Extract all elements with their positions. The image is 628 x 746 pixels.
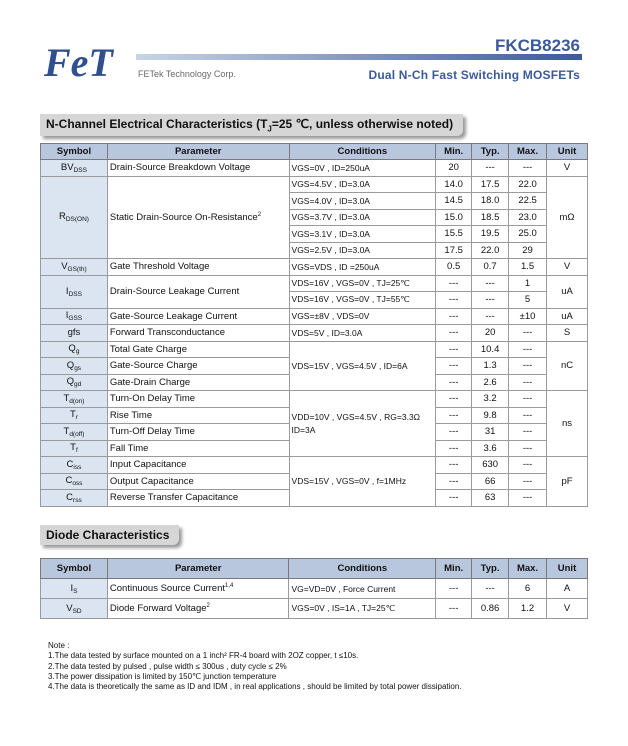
min-cell: 0.5 <box>436 259 472 276</box>
parameter-cell: Drain-Source Breakdown Voltage <box>107 160 289 177</box>
unit-cell: mΩ <box>547 176 588 259</box>
parameter-cell: Total Gate Charge <box>107 341 289 358</box>
conditions-cell: VGS=±8V , VDS=0V <box>289 308 436 325</box>
symbol-cell: $C_{rss}$ <box>41 490 108 507</box>
parameter-cell: Rise Time <box>107 407 289 424</box>
symbol-cell: $V_{GS(th)}$ <box>41 259 108 276</box>
parameter-cell: Drain-Source Leakage Current <box>107 275 289 308</box>
unit-cell: uA <box>547 308 588 325</box>
min-cell: --- <box>436 599 472 619</box>
company-name: FETek Technology Corp. <box>138 69 236 79</box>
typ-cell: 1.3 <box>472 358 509 375</box>
col-header: Symbol <box>41 144 108 160</box>
symbol-cell: $R_{DS(ON)}$ <box>41 176 108 259</box>
table-row <box>41 579 588 599</box>
max-cell: --- <box>509 473 547 490</box>
unit-cell: V <box>547 160 588 177</box>
max-cell: 25.0 <box>509 226 547 243</box>
parameter-cell: Forward Transconductance <box>107 325 289 342</box>
note-4: 4.The data is theoretically the same as ID and IDM , in real applications , should be limited by total power dissipation. <box>48 682 462 692</box>
min-cell: --- <box>436 579 472 599</box>
max-cell: 5 <box>509 292 547 309</box>
notes-title: Note : <box>48 641 70 650</box>
typ-cell: 0.7 <box>472 259 509 276</box>
col-header: Min. <box>436 144 472 160</box>
col-header: Symbol <box>41 559 108 579</box>
col-header: Max. <box>509 144 547 160</box>
min-cell: 14.0 <box>436 176 472 193</box>
min-cell: --- <box>436 473 472 490</box>
max-cell: --- <box>509 407 547 424</box>
conditions-cell: VGS=3.1V , ID=3.0A <box>289 226 436 243</box>
unit-cell: S <box>547 325 588 342</box>
max-cell: --- <box>509 457 547 474</box>
unit-cell: pF <box>547 457 588 507</box>
logo-lettering: FeT <box>44 40 113 84</box>
min-cell: --- <box>436 325 472 342</box>
conditions-line: ID=3A <box>291 425 316 435</box>
typ-cell: 3.6 <box>472 440 509 457</box>
max-cell: 1 <box>509 275 547 292</box>
nch-characteristics-table <box>40 143 588 507</box>
symbol-cell: $C_{oss}$ <box>41 473 108 490</box>
symbol-cell: $Q_{gs}$ <box>41 358 108 375</box>
col-header: Parameter <box>107 559 289 579</box>
min-cell: --- <box>436 275 472 292</box>
typ-cell: 63 <box>472 490 509 507</box>
typ-cell: --- <box>472 160 509 177</box>
min-cell: --- <box>436 407 472 424</box>
parameter-cell: Reverse Transfer Capacitance <box>107 490 289 507</box>
typ-cell: --- <box>472 308 509 325</box>
conditions-cell: VDS=15V , VGS=4.5V , ID=6A <box>289 341 436 391</box>
symbol-cell: $I_{DSS}$ <box>41 275 108 308</box>
diode-section-title: Diode Characteristics <box>40 525 179 545</box>
parameter-cell: Gate-Drain Charge <box>107 374 289 391</box>
max-cell: --- <box>509 160 547 177</box>
parameter-cell: Continuous Source Current$^{1,4}$ <box>107 579 289 599</box>
nch-title-suffix: =25 ℃, unless otherwise noted) <box>271 117 454 131</box>
table-row <box>41 457 588 474</box>
table-header-row <box>41 559 588 579</box>
col-header: Unit <box>547 144 588 160</box>
parameter-cell: Diode Forward Voltage$^2$ <box>107 599 289 619</box>
parameter-cell: Input Capacitance <box>107 457 289 474</box>
typ-cell: 20 <box>472 325 509 342</box>
min-cell: --- <box>436 424 472 441</box>
conditions-line: VDD=10V , VGS=4.5V , RG=3.3Ω <box>291 412 421 422</box>
symbol-cell: $T_{d(off)}$ <box>41 424 108 441</box>
col-header: Max. <box>509 559 547 579</box>
symbol-cell: $Q_{gd}$ <box>41 374 108 391</box>
nch-section-title <box>40 114 463 136</box>
nch-title-prefix: N-Channel Electrical Characteristics (T <box>46 117 268 131</box>
typ-cell: 3.2 <box>472 391 509 408</box>
conditions-cell <box>289 391 436 457</box>
max-cell: 22.5 <box>509 193 547 210</box>
max-cell: ±10 <box>509 308 547 325</box>
max-cell: --- <box>509 440 547 457</box>
conditions-cell: VG=VD=0V , Force Current <box>289 579 436 599</box>
min-cell: 20 <box>436 160 472 177</box>
typ-cell: 66 <box>472 473 509 490</box>
part-subtitle: Dual N-Ch Fast Switching MOSFETs <box>368 68 580 82</box>
parameter-cell: Turn-Off Delay Time <box>107 424 289 441</box>
min-cell: --- <box>436 292 472 309</box>
table-row <box>41 599 588 619</box>
symbol-cell: $T_r$ <box>41 407 108 424</box>
unit-cell: V <box>547 259 588 276</box>
typ-cell: 10.4 <box>472 341 509 358</box>
col-header: Parameter <box>107 144 289 160</box>
max-cell: 1.2 <box>509 599 547 619</box>
table-row <box>41 391 588 408</box>
max-cell: --- <box>509 391 547 408</box>
table-row <box>41 341 588 358</box>
min-cell: --- <box>436 374 472 391</box>
unit-cell: V <box>547 599 588 619</box>
table-row <box>41 275 588 292</box>
max-cell: --- <box>509 358 547 375</box>
table-row <box>41 325 588 342</box>
col-header: Typ. <box>472 144 509 160</box>
conditions-cell: VGS=3.7V , ID=3.0A <box>289 209 436 226</box>
max-cell: --- <box>509 490 547 507</box>
col-header: Conditions <box>289 144 436 160</box>
col-header: Unit <box>547 559 588 579</box>
typ-cell: 18.5 <box>472 209 509 226</box>
typ-cell: 31 <box>472 424 509 441</box>
parameter-cell: Gate-Source Leakage Current <box>107 308 289 325</box>
parameter-cell: Turn-On Delay Time <box>107 391 289 408</box>
symbol-cell: $T_f$ <box>41 440 108 457</box>
conditions-cell: VDS=16V , VGS=0V , TJ=55℃ <box>289 292 436 309</box>
symbol-cell: $C_{iss}$ <box>41 457 108 474</box>
min-cell: --- <box>436 308 472 325</box>
typ-cell: 22.0 <box>472 242 509 259</box>
conditions-cell: VDS=16V , VGS=0V , TJ=25℃ <box>289 275 436 292</box>
typ-cell: 0.86 <box>472 599 509 619</box>
conditions-cell: VGS=0V , ID=250uA <box>289 160 436 177</box>
typ-cell: 630 <box>472 457 509 474</box>
symbol-cell: $BV_{DSS}$ <box>41 160 108 177</box>
max-cell: 22.0 <box>509 176 547 193</box>
note-3: 3.The power dissipation is limited by 150℃ junction temperature <box>48 671 277 681</box>
min-cell: --- <box>436 490 472 507</box>
parameter-cell: Gate-Source Charge <box>107 358 289 375</box>
symbol-cell: $I_S$ <box>41 579 108 599</box>
symbol-cell: $I_{GSS}$ <box>41 308 108 325</box>
min-cell: 17.5 <box>436 242 472 259</box>
unit-cell: ns <box>547 391 588 457</box>
typ-cell: 9.8 <box>472 407 509 424</box>
notes-block <box>48 641 462 692</box>
table-header-row <box>41 144 588 160</box>
parameter-cell: Gate Threshold Voltage <box>107 259 289 276</box>
conditions-cell: VGS=VDS , ID =250uA <box>289 259 436 276</box>
col-header: Min. <box>436 559 472 579</box>
parameter-cell: Static Drain-Source On-Resistance$^2$ <box>107 176 289 259</box>
conditions-cell: VGS=0V , IS=1A , TJ=25℃ <box>289 599 436 619</box>
min-cell: --- <box>436 358 472 375</box>
max-cell: --- <box>509 325 547 342</box>
conditions-cell: VGS=2.5V , ID=3.0A <box>289 242 436 259</box>
fetek-logo <box>42 40 134 84</box>
max-cell: 23.0 <box>509 209 547 226</box>
max-cell: --- <box>509 341 547 358</box>
max-cell: 29 <box>509 242 547 259</box>
typ-cell: 17.5 <box>472 176 509 193</box>
min-cell: --- <box>436 391 472 408</box>
min-cell: --- <box>436 341 472 358</box>
min-cell: 15.0 <box>436 209 472 226</box>
min-cell: --- <box>436 440 472 457</box>
conditions-cell: VGS=4.5V , ID=3.0A <box>289 176 436 193</box>
min-cell: --- <box>436 457 472 474</box>
typ-cell: 2.6 <box>472 374 509 391</box>
conditions-cell: VDS=5V , ID=3.0A <box>289 325 436 342</box>
col-header: Typ. <box>472 559 509 579</box>
table-row <box>41 259 588 276</box>
symbol-cell: $T_{d(on)}$ <box>41 391 108 408</box>
symbol-cell: gfs <box>41 325 108 342</box>
typ-cell: --- <box>472 292 509 309</box>
typ-cell: --- <box>472 579 509 599</box>
typ-cell: 19.5 <box>472 226 509 243</box>
min-cell: 14.5 <box>436 193 472 210</box>
parameter-cell: Fall Time <box>107 440 289 457</box>
diode-characteristics-table <box>40 558 588 619</box>
note-1: 1.The data tested by surface mounted on a 1 inch² FR-4 board with 2OZ copper, t ≤10s. <box>48 651 359 661</box>
conditions-cell: VDS=15V , VGS=0V , f=1MHz <box>289 457 436 507</box>
max-cell: 6 <box>509 579 547 599</box>
conditions-cell: VGS=4.0V , ID=3.0A <box>289 193 436 210</box>
typ-cell: 18.0 <box>472 193 509 210</box>
parameter-cell: Output Capacitance <box>107 473 289 490</box>
table-row <box>41 160 588 177</box>
min-cell: 15.5 <box>436 226 472 243</box>
unit-cell: uA <box>547 275 588 308</box>
note-2: 2.The data tested by pulsed , pulse width ≤ 300us , duty cycle ≤ 2% <box>48 661 287 671</box>
table-row <box>41 308 588 325</box>
symbol-cell: $V_{SD}$ <box>41 599 108 619</box>
unit-cell: nC <box>547 341 588 391</box>
unit-cell: A <box>547 579 588 599</box>
nch-title-sub: J <box>267 124 272 134</box>
col-header: Conditions <box>289 559 436 579</box>
max-cell: 1.5 <box>509 259 547 276</box>
symbol-cell: $Q_g$ <box>41 341 108 358</box>
max-cell: --- <box>509 374 547 391</box>
typ-cell: --- <box>472 275 509 292</box>
max-cell: --- <box>509 424 547 441</box>
part-number: FKCB8236 <box>494 36 580 55</box>
table-row <box>41 176 588 193</box>
